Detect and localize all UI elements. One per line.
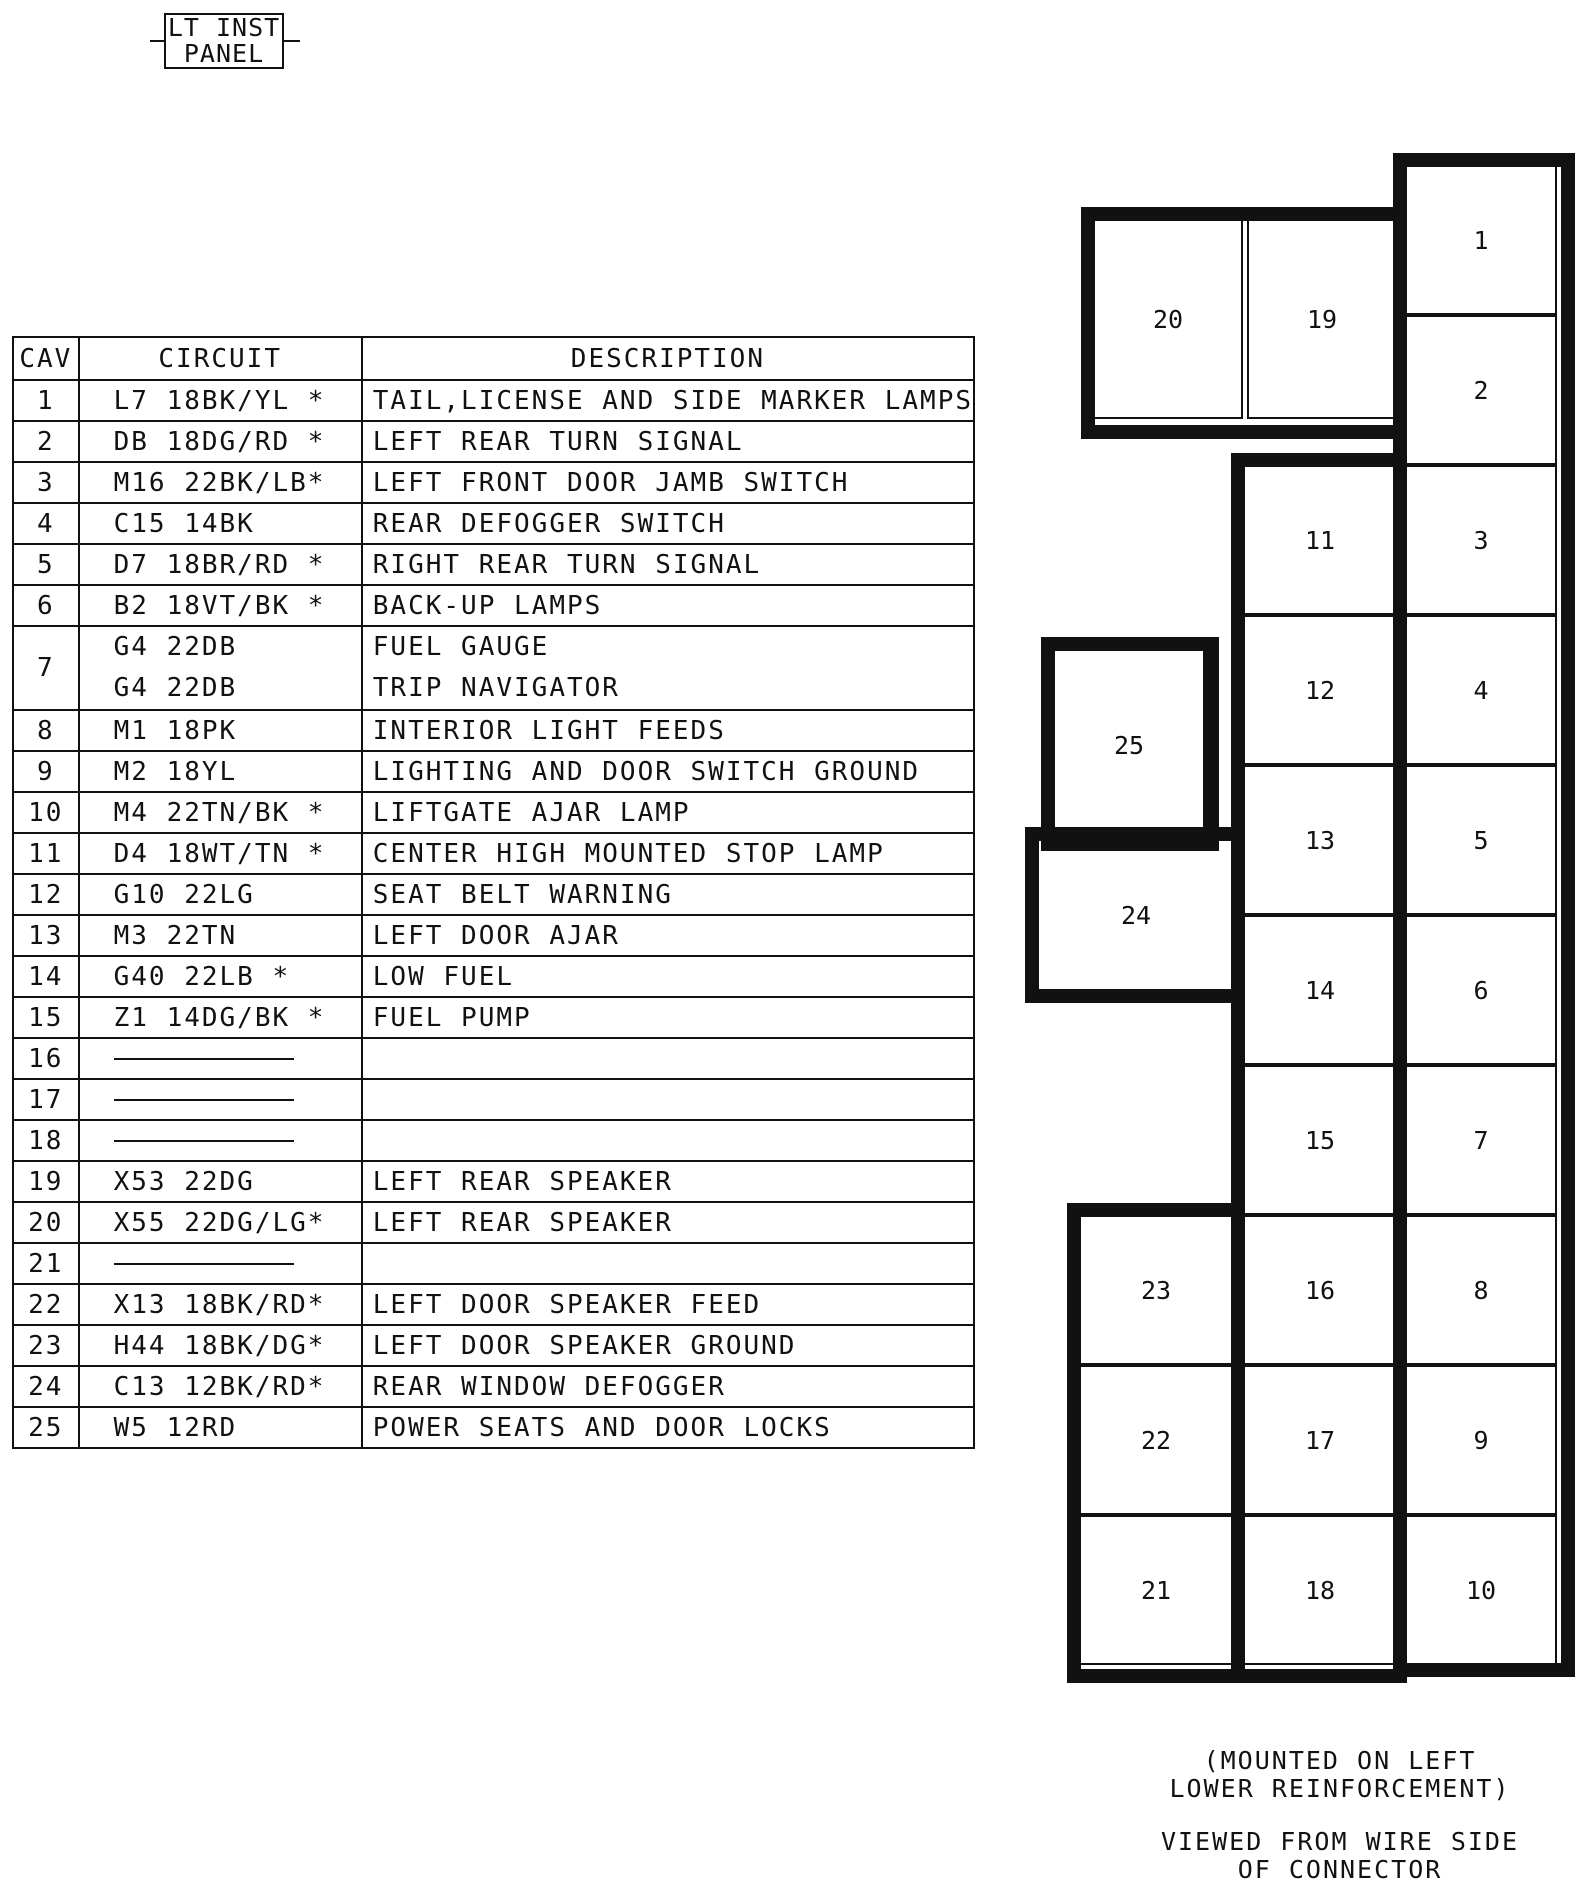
cavity-number-13: 13 <box>1304 826 1336 855</box>
mounting-note-line-2: LOWER REINFORCEMENT) <box>1169 1774 1511 1803</box>
cavity-number-25: 25 <box>1113 731 1145 760</box>
mounting-note <box>1150 1747 1530 1803</box>
description-text: INTERIOR LIGHT FEEDS <box>372 715 726 746</box>
cav-cell: 20 <box>13 1202 79 1243</box>
circuit-code: DB 18DG/RD * <box>113 426 326 457</box>
circuit-code: D4 18WT/TN * <box>113 838 326 869</box>
circuit-code: M2 18YL <box>113 756 238 787</box>
cavity-number-5: 5 <box>1473 826 1489 855</box>
cav-cell: 16 <box>13 1038 79 1079</box>
cavity-number-16: 16 <box>1304 1276 1336 1305</box>
description-text: FUEL GAUGE <box>372 632 550 662</box>
description-text: LEFT FRONT DOOR JAMB SWITCH <box>372 467 850 498</box>
description-text: LIGHTING AND DOOR SWITCH GROUND <box>372 756 921 787</box>
cavity-number-1: 1 <box>1473 226 1489 255</box>
circuit-code: D7 18BR/RD * <box>113 549 326 580</box>
cav-cell: 11 <box>13 833 79 874</box>
cav-cell: 12 <box>13 874 79 915</box>
cavity-number-8: 8 <box>1473 1276 1489 1305</box>
cav-cell: 4 <box>13 503 79 544</box>
description-text: REAR WINDOW DEFOGGER <box>372 1371 726 1402</box>
circuit-code: W5 12RD <box>113 1412 238 1443</box>
connector-label-line-2: PANEL <box>183 39 265 68</box>
cavity-number-10: 10 <box>1465 1576 1497 1605</box>
cav-cell: 10 <box>13 792 79 833</box>
description-text: LEFT REAR SPEAKER <box>372 1207 673 1238</box>
circuit-code: M4 22TN/BK * <box>113 797 326 828</box>
cav-cell: 3 <box>13 462 79 503</box>
cav-cell: 19 <box>13 1161 79 1202</box>
circuit-code: C13 12BK/RD* <box>113 1371 326 1402</box>
circuit-code: M3 22TN <box>113 920 238 951</box>
circuit-code: C15 14BK <box>113 508 255 539</box>
cavity-number-4: 4 <box>1473 676 1489 705</box>
circuit-code: H44 18BK/DG* <box>113 1330 326 1361</box>
description-text: LEFT DOOR AJAR <box>372 920 620 951</box>
view-note <box>1150 1828 1530 1884</box>
description-text: RIGHT REAR TURN SIGNAL <box>372 549 762 580</box>
cav-cell: 25 <box>13 1407 79 1448</box>
cavity-number-22: 22 <box>1140 1426 1172 1455</box>
cavity-number-11: 11 <box>1304 526 1336 555</box>
description-text: LIFTGATE AJAR LAMP <box>372 797 691 828</box>
cavity-number-19: 19 <box>1306 305 1338 334</box>
cavity-number-2: 2 <box>1473 376 1489 405</box>
header-circuit: CIRCUIT <box>79 337 362 380</box>
circuit-code: X53 22DG <box>113 1166 255 1197</box>
description-text: REAR DEFOGGER SWITCH <box>372 508 726 539</box>
description-text: LEFT REAR SPEAKER <box>372 1166 673 1197</box>
description-text: FUEL PUMP <box>372 1002 532 1033</box>
description-text: BACK-UP LAMPS <box>372 590 603 621</box>
cavity-number-21: 21 <box>1140 1576 1172 1605</box>
circuit-code: M16 22BK/LB* <box>113 467 326 498</box>
cav-cell: 18 <box>13 1120 79 1161</box>
circuit-code: Z1 14DG/BK * <box>113 1002 326 1033</box>
cavity-number-20: 20 <box>1152 305 1184 334</box>
cavity-number-18: 18 <box>1304 1576 1336 1605</box>
cav-cell: 7 <box>13 626 79 710</box>
description-text: SEAT BELT WARNING <box>372 879 673 910</box>
cav-cell: 21 <box>13 1243 79 1284</box>
cavity-number-15: 15 <box>1304 1126 1336 1155</box>
cavity-number-3: 3 <box>1473 526 1489 555</box>
cavity-number-14: 14 <box>1304 976 1336 1005</box>
view-note-line-1: VIEWED FROM WIRE SIDE <box>1160 1827 1520 1856</box>
description-text: LOW FUEL <box>372 961 515 992</box>
circuit-code: M1 18PK <box>113 715 238 746</box>
mounting-note-line-1: (MOUNTED ON LEFT <box>1203 1746 1477 1775</box>
cavity-number-23: 23 <box>1140 1276 1172 1305</box>
cav-cell: 1 <box>13 380 79 421</box>
cav-cell: 22 <box>13 1284 79 1325</box>
description-text: POWER SEATS AND DOOR LOCKS <box>372 1412 832 1443</box>
cavity-number-6: 6 <box>1473 976 1489 1005</box>
cav-cell: 2 <box>13 421 79 462</box>
cav-cell: 13 <box>13 915 79 956</box>
description-text: TRIP NAVIGATOR <box>372 673 620 703</box>
description-text: TAIL,LICENSE AND SIDE MARKER LAMPS <box>372 385 973 416</box>
cav-cell: 8 <box>13 710 79 751</box>
cav-cell: 5 <box>13 544 79 585</box>
circuit-code: X13 18BK/RD* <box>113 1289 326 1320</box>
cavity-number-24: 24 <box>1120 901 1152 930</box>
cav-cell: 9 <box>13 751 79 792</box>
cav-cell: 17 <box>13 1079 79 1120</box>
circuit-code: L7 18BK/YL * <box>113 385 326 416</box>
connector-wall <box>1238 460 1400 1676</box>
cav-cell: 6 <box>13 585 79 626</box>
cav-cell: 24 <box>13 1366 79 1407</box>
description-text: LEFT DOOR SPEAKER GROUND <box>372 1330 797 1361</box>
description-text: LEFT REAR TURN SIGNAL <box>372 426 744 457</box>
circuit-code: G10 22LG <box>113 879 255 910</box>
connector-wall <box>1088 214 1400 432</box>
circuit-code: B2 18VT/BK * <box>113 590 326 621</box>
cavity-number-9: 9 <box>1473 1426 1489 1455</box>
description-text: LEFT DOOR SPEAKER FEED <box>372 1289 762 1320</box>
description-text: CENTER HIGH MOUNTED STOP LAMP <box>372 838 885 869</box>
circuit-code: G4 22DB <box>113 673 238 703</box>
view-note-line-2: OF CONNECTOR <box>1237 1855 1443 1884</box>
cav-cell: 23 <box>13 1325 79 1366</box>
connector-label-line-1: LT INST <box>167 13 281 42</box>
circuit-code: G4 22DB <box>113 632 238 662</box>
circuit-code: G40 22LB * <box>113 961 291 992</box>
cavity-number-12: 12 <box>1304 676 1336 705</box>
header-cav: CAV <box>13 337 79 380</box>
cav-cell: 14 <box>13 956 79 997</box>
header-description: DESCRIPTION <box>362 337 974 380</box>
circuit-code: X55 22DG/LG* <box>113 1207 326 1238</box>
cavity-number-7: 7 <box>1473 1126 1489 1155</box>
cavity-number-17: 17 <box>1304 1426 1336 1455</box>
cav-cell: 15 <box>13 997 79 1038</box>
